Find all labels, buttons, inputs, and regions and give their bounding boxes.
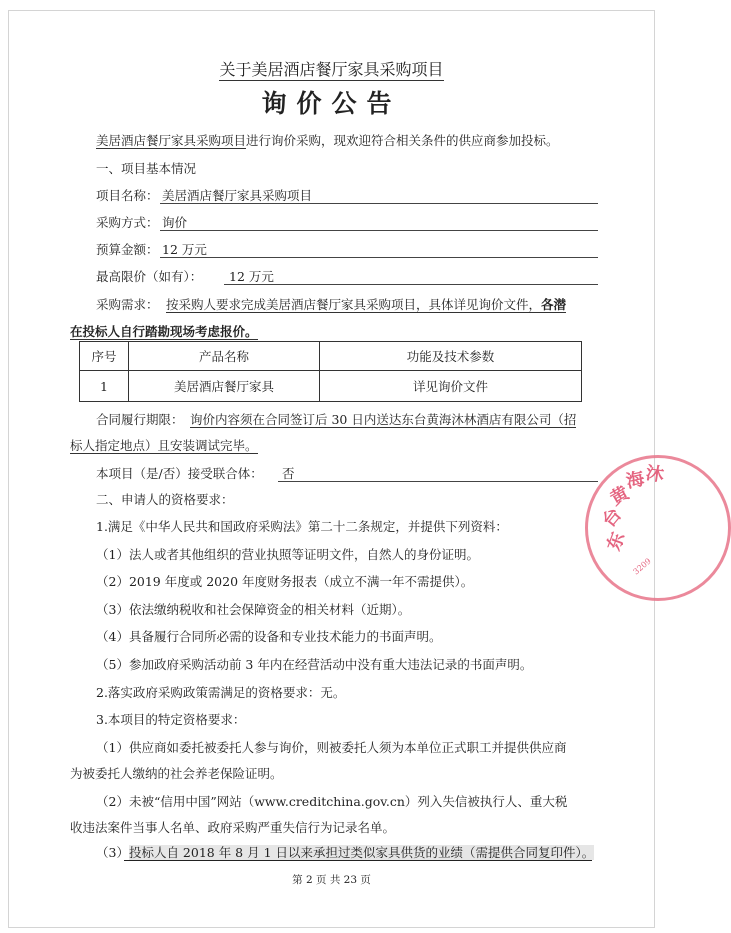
qual-item3: 3.本项目的特定资格要求： <box>96 712 246 727</box>
max-price-value: 12 万元 <box>229 269 274 284</box>
special-req1-line2: 为被委托人缴纳的社会养老保险证明。 <box>70 766 283 781</box>
method-label: 采购方式： <box>96 215 159 230</box>
company-seal-stamp <box>585 455 731 601</box>
budget-value: 12 万元 <box>162 242 207 257</box>
table-row <box>80 371 582 402</box>
stamp-char: 海 <box>624 468 647 493</box>
special-req3: （3）投标人自 2018 年 8 月 1 日以来承担过类似家具供货的业绩（需提供合同复印件）。 <box>96 845 595 860</box>
section2-heading: 二、申请人的资格要求： <box>96 492 234 507</box>
stamp-char: 台 <box>598 504 626 532</box>
intro-paragraph: 美居酒店餐厅家具采购项目进行询价采购，现欢迎符合相关条件的供应商参加投标。 <box>96 133 559 148</box>
stamp-number: 3209 <box>631 556 653 577</box>
project-name-label: 项目名称： <box>96 188 159 203</box>
qual-item1: 1.满足《中华人民共和国政府采购法》第二十二条规定，并提供下列资料： <box>96 519 508 534</box>
special-req1-line1: （1）供应商如委托被委托人参与询价，则被委托人须为本单位正式职工并提供供应商 <box>96 740 567 755</box>
qual-item2: 2.落实政府采购政策需满足的资格要求：无。 <box>96 685 346 700</box>
items-table <box>79 341 582 402</box>
header-index: 序号 <box>80 342 129 371</box>
document-heading: 询价公告 <box>261 89 402 118</box>
row-spec: 详见询价文件 <box>320 371 582 402</box>
stamp-char: 东 <box>603 529 630 554</box>
row-product: 美居酒店餐厅家具 <box>129 371 320 402</box>
project-name-value: 美居酒店餐厅家具采购项目 <box>162 188 313 203</box>
qual-sub3: （3）依法缴纳税收和社会保障资金的相关材料（近期）。 <box>96 602 411 617</box>
budget-label: 预算金额： <box>96 242 159 257</box>
qual-sub4: （4）具备履行合同所必需的设备和专业技术能力的书面声明。 <box>96 629 442 644</box>
stamp-char: 黄 <box>606 482 633 510</box>
requirement-label: 采购需求： <box>96 297 159 312</box>
page-number: 第 2 页 共 23 页 <box>292 874 371 886</box>
method-value: 询价 <box>162 215 188 230</box>
contract-line2: 标人指定地点）且安装调试完毕。 <box>70 438 258 453</box>
table-header-row <box>80 342 582 371</box>
qual-sub5: （5）参加政府采购活动前 3 年内在经营活动中没有重大违法记录的书面声明。 <box>96 657 533 672</box>
special-req2-line2: 收违法案件当事人名单、政府采购严重失信行为记录名单。 <box>70 820 396 835</box>
header-spec: 功能及技术参数 <box>320 342 582 371</box>
document-title: 关于美居酒店餐厅家具采购项目 <box>219 60 444 79</box>
row-index: 1 <box>80 371 129 402</box>
contract-label: 合同履行期限： <box>96 412 184 427</box>
requirement-line2: 在投标人自行踏勘现场考虑报价。 <box>70 324 258 339</box>
consortium-label: 本项目（是/否）接受联合体： <box>96 466 263 481</box>
max-price-label: 最高限价（如有）： <box>96 269 203 284</box>
stamp-char: 沐 <box>644 462 666 487</box>
requirement-line1: 按采购人要求完成美居酒店餐厅家具采购项目，具体详见询价文件，各潜 <box>166 297 567 312</box>
contract-line1: 询价内容须在合同签订后 30 日内送达东台黄海沐林酒店有限公司（招 <box>190 412 577 427</box>
special-req2-line1: （2）未被“信用中国”网站（www.creditchina.gov.cn）列入失信被执行人、重大税 <box>96 794 568 809</box>
header-product: 产品名称 <box>129 342 320 371</box>
consortium-value: 否 <box>282 466 295 481</box>
qual-sub2: （2）2019 年度或 2020 年度财务报表（成立不满一年不需提供）。 <box>96 574 474 589</box>
section1-heading: 一、项目基本情况 <box>96 161 197 176</box>
qual-sub1: （1）法人或者其他组织的营业执照等证明文件，自然人的身份证明。 <box>96 547 479 562</box>
